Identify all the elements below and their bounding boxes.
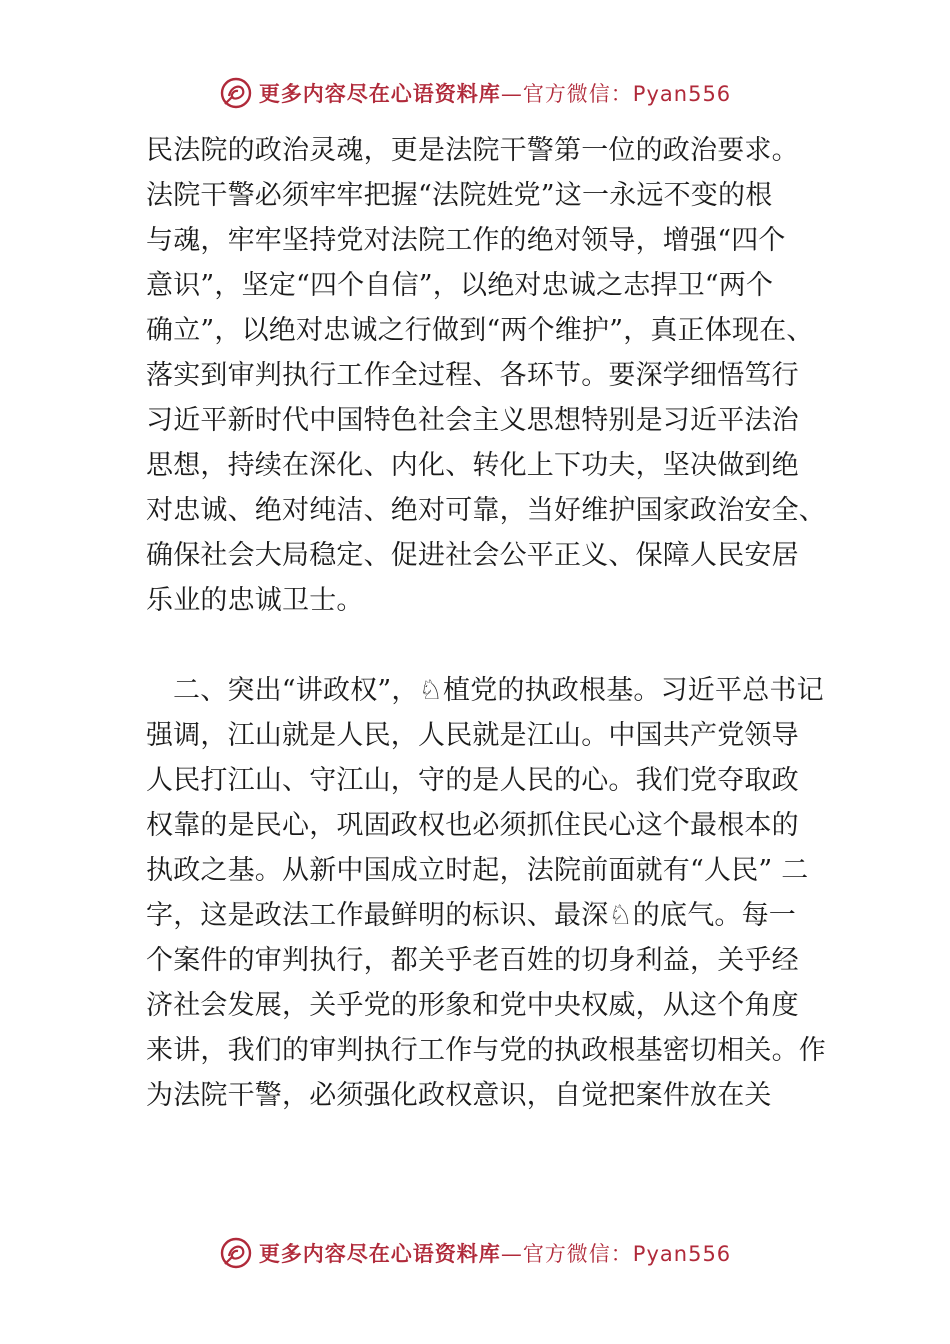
header-banner-wechat: 官方微信：Pyan556 bbox=[522, 82, 732, 106]
text-line: 强调，江山就是人民，人民就是江山。中国共产党领导 bbox=[146, 720, 799, 751]
paragraph-2 bbox=[146, 668, 826, 1118]
text-line: 人民打江山、守江山，守的是人民的心。我们党夺取政 bbox=[146, 765, 799, 796]
footer-banner-dash: — bbox=[500, 1242, 523, 1266]
footer-banner-wechat: 官方微信：Pyan556 bbox=[522, 1242, 732, 1266]
text-line: 权靠的是民心，巩固政权也必须抓住民心这个最根本的 bbox=[146, 810, 799, 841]
paragraph-gap bbox=[146, 623, 826, 668]
text-line: 执政之基。从新中国成立时起，法院前面就有“人民” 二 bbox=[146, 855, 809, 886]
text-line: 意识”，坚定“四个自信”，以绝对忠诚之志捍卫“两个 bbox=[146, 270, 774, 301]
text-line: 二、突出“讲政权”，♘植党的执政根基。习近平总书记 bbox=[173, 675, 824, 706]
text-line: 为法院干警，必须强化政权意识，自觉把案件放在关 bbox=[146, 1080, 772, 1111]
footer-banner-main: 更多内容尽在心语资料库 bbox=[258, 1242, 501, 1266]
header-banner-dash: — bbox=[500, 82, 523, 106]
document-body bbox=[146, 128, 826, 1118]
text-line: 确立”，以绝对忠诚之行做到“两个维护”，真正体现在、 bbox=[146, 315, 814, 346]
header-banner bbox=[0, 73, 950, 113]
text-line: 个案件的审判执行，都关乎老百姓的切身利益，关乎经 bbox=[146, 945, 799, 976]
text-line: 济社会发展，关乎党的形象和党中央权威，从这个角度 bbox=[146, 990, 799, 1021]
text-line: 落实到审判执行工作全过程、各环节。要深学细悟笃行 bbox=[146, 360, 799, 391]
rose-logo-icon bbox=[219, 1236, 253, 1270]
text-line: 对忠诚、绝对纯洁、绝对可靠，当好维护国家政治安全、 bbox=[146, 495, 826, 526]
header-banner-text bbox=[259, 78, 731, 108]
text-line: 思想，持续在深化、内化、转化上下功夫，坚决做到绝 bbox=[146, 450, 799, 481]
text-line: 来讲，我们的审判执行工作与党的执政根基密切相关。作 bbox=[146, 1035, 826, 1066]
text-line: 确保社会大局稳定、促进社会公平正义、保障人民安居 bbox=[146, 540, 799, 571]
rose-logo-icon bbox=[219, 76, 253, 110]
text-line: 法院干警必须牢牢把握“法院姓党”这一永远不变的根 bbox=[146, 180, 773, 211]
footer-banner-text bbox=[259, 1238, 731, 1268]
text-line: 与魂，牢牢坚持党对法院工作的绝对领导，增强“四个 bbox=[146, 225, 786, 256]
text-line: 民法院的政治灵魂，更是法院干警第一位的政治要求。 bbox=[146, 135, 799, 166]
footer-banner bbox=[0, 1233, 950, 1273]
paragraph-1 bbox=[146, 128, 826, 623]
text-line: 乐业的忠诚卫士。 bbox=[146, 585, 364, 616]
text-line: 字，这是政法工作最鲜明的标识、最深♘的底气。每一 bbox=[146, 900, 797, 931]
text-line: 习近平新时代中国特色社会主义思想特别是习近平法治 bbox=[146, 405, 799, 436]
header-banner-main: 更多内容尽在心语资料库 bbox=[258, 82, 501, 106]
